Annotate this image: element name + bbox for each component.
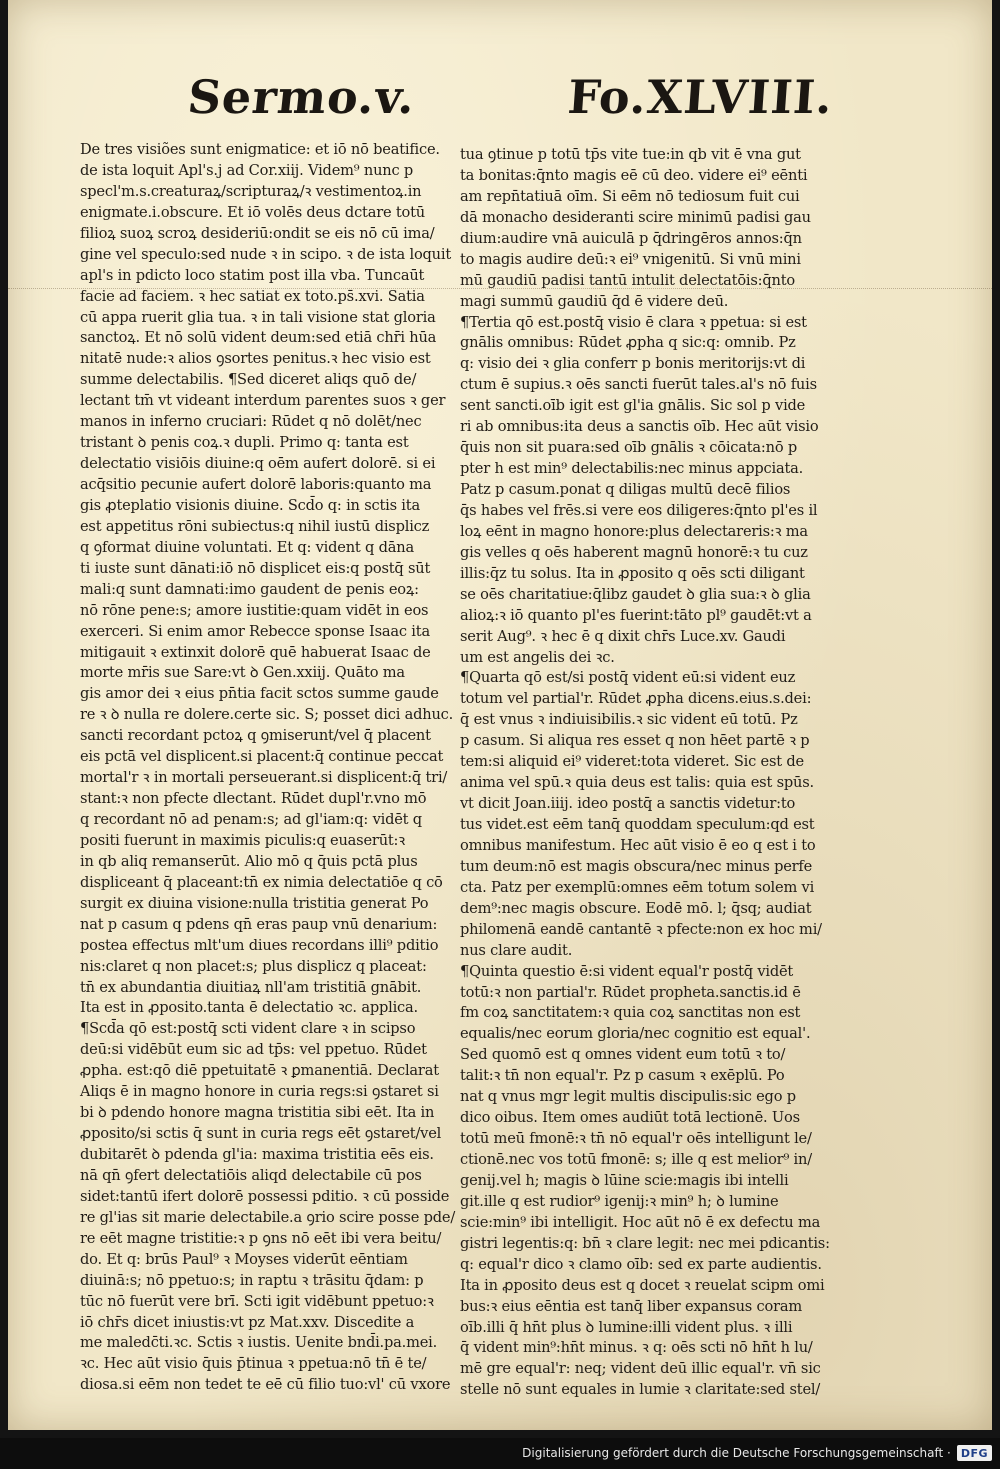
text-line: displiceant q̄ placeant:tn̄ ex nimia delectatiōe q cō — [80, 873, 443, 891]
text-line: anima vel spū.ꝛ quia deus est talis: quia est spūs. — [460, 774, 814, 792]
text-line: dico oibus. Item omes audiūt totā lectionē. Uos — [460, 1109, 800, 1127]
text-line: specl'm.s.creaturaꝝ/scripturaꝝ/ꝛ vestimentoꝝ.in — [80, 182, 422, 200]
text-line: ctionē.nec vos totū fmonē: s; ille q est melior⁹ in/ — [460, 1151, 812, 1168]
text-line: to magis audire deū:ꝛ ei⁹ vnigenitū. Si vnū mini — [460, 250, 801, 268]
text-line: de ista loquit Apl's.j ad Cor.xiij. Videm⁹ nunc p — [80, 161, 414, 179]
text-line: ¶Quarta qō est/si postq̄ vident eū:si vident euz — [460, 669, 796, 687]
text-line: gnālis omnibus: Rūdet ꝓpha q sic:q: omnib. Pz — [460, 334, 796, 352]
text-line: mortal'r ꝛ in mortali perseuerant.si displicent:q̄ tri/ — [80, 769, 448, 787]
text-line: nat q vnus mgr legit multis discipulis:sic ego p — [460, 1088, 796, 1106]
text-line: philomenā eandē cantantē ꝛ pfecte:non ex hoc mi/ — [460, 920, 822, 938]
text-line: dubitarēt ꝺ pdenda gl'ia: maxima tristitia eēs eis. — [80, 1146, 434, 1163]
text-line: dium:audire vnā auiculā p q̄dringēros annos:q̄n — [460, 229, 802, 247]
text-line: ꝛc. Hec aūt visio q̄uis p̄tinua ꝛ ppetua:nō tn̄ ē te/ — [80, 1355, 427, 1373]
text-line: ti iuste sunt dānati:iō nō displicet eis:q postq̄ sūt — [80, 559, 431, 577]
text-line: facie ad faciem. ꝛ hec satiat ex toto.ps̄.xvi. Satia — [80, 287, 425, 305]
dfg-logo: DFG — [957, 1445, 992, 1461]
text-line: git.ille q est rudior⁹ igenij:ꝛ min⁹ h; ꝺ lumine — [460, 1192, 779, 1210]
text-line: q recordant nō ad penam:s; ad gl'iam:q: vidēt q — [80, 811, 422, 828]
text-line: nā qn̄ ꝯfert delectatiōis aliqd delectabile cū pos — [80, 1166, 422, 1184]
text-line: tn̄ ex abundantia diuitiaꝝ nll'am tristitiā gnābit. — [80, 978, 422, 996]
text-line: lectant tm̄ vt videant interdum parentes suos ꝛ ger — [80, 392, 446, 410]
text-line: bi ꝺ pdendo honore magna tristitia sibi eēt. Ita in — [80, 1104, 435, 1122]
text-line: summe delectabilis. ¶Sed diceret aliqs quō de/ — [80, 371, 417, 389]
text-line: ꝓposito/si sctis q̄ sunt in curia regs eēt ꝯstaret/vel — [80, 1125, 442, 1143]
text-line: am repn̄tatiuā oīm. Si eēm nō tediosum fuit cui — [460, 187, 800, 205]
text-line: Patz p casum.ponat q diligas multū decē filios — [460, 481, 791, 498]
text-line: do. Et q: brūs Paul⁹ ꝛ Moyses viderūt eēntiam — [80, 1250, 408, 1268]
text-column-right — [460, 145, 830, 1399]
text-line: Ita in ꝓposito deus est q docet ꝛ reuelat scipm omi — [460, 1276, 825, 1294]
text-line: q: equal'r dico ꝛ clamo oīb: sed ex parte audientis. — [460, 1255, 822, 1273]
text-line: equalis/nec eorum gloria/nec cognitio est equal'. — [460, 1025, 811, 1043]
text-line: omnibus manifestum. Hec aūt visio ē eo q est i to — [460, 836, 816, 854]
text-line: ctum ē supius.ꝛ oēs sancti fuerūt tales.al's nō fuis — [460, 376, 817, 394]
text-line: q: visio dei ꝛ glia conferr p bonis meritorijs:vt di — [460, 355, 806, 373]
text-line: apl's in pdicto loco statim post illa vba. Tuncaūt — [80, 266, 425, 284]
text-line: fm coꝝ sanctitatem:ꝛ quia coꝝ sanctitas non est — [460, 1004, 801, 1022]
text-line: re gl'ias sit marie delectabile.a ꝯrio scire posse pde/ — [80, 1208, 456, 1226]
text-line: ꝓpha. est:qō diē ppetuitatē ꝛ ꝑmanentiā. Declarat — [80, 1062, 439, 1080]
text-line: q̄ vident min⁹:hn̄t minus. ꝛ q: oēs scti nō hn̄t h lu/ — [460, 1339, 813, 1357]
text-line: mitigauit ꝛ extinxit dolorē quē habuerat Isaac de — [80, 643, 431, 661]
text-line: q̄uis non sit puara:sed oīb gnālis ꝛ cōicata:nō p — [460, 439, 798, 457]
text-line: tus videt.est eēm tanq̄ quoddam speculum:qd est — [460, 816, 815, 833]
text-line: mū gaudiū padisi tantū intulit delectatōis:q̄nto — [460, 271, 795, 289]
text-line: scie:min⁹ ibi intelligit. Hoc aūt nō ē ex defectu ma — [460, 1213, 821, 1231]
text-line: positi fuerunt in maximis piculis:q euaserūt:ꝛ — [80, 831, 405, 849]
text-line: stant:ꝛ non pfecte dlectant. Rūdet dupl'r.vno mō — [80, 790, 427, 808]
text-line: ¶Quinta questio ē:si vident equal'r postq̄ vidēt — [460, 962, 794, 980]
text-line: alioꝝ:ꝛ iō quanto pl'es fuerint:tāto pl⁹ gaudēt:vt a — [460, 606, 812, 624]
text-line: nat p casum q pdens qn̄ eras paup vnū denarium: — [80, 915, 438, 933]
text-line: nus clare audit. — [460, 941, 573, 959]
running-head-left: Sermo.v. — [185, 70, 419, 124]
credit-text: Digitalisierung gefördert durch die Deutsche Forschungsgemeinschaft · — [522, 1446, 951, 1460]
text-line: dā monacho desideranti scire minimū padisi gau — [460, 208, 811, 226]
text-line: Aliqs ē in magno honore in curia regs:si ꝯstaret si — [80, 1083, 439, 1101]
digitization-credit — [522, 1442, 992, 1464]
text-line: manos in inferno cruciari: Rūdet q nō dolēt/nec — [80, 413, 422, 431]
text-line: postea effectus mlt'um diues recordans illi⁹ pditio — [80, 936, 439, 954]
text-line: vt dicit Joan.iiij. ideo postq̄ a sanctis videtur:to — [460, 795, 796, 813]
text-line: Ita est in ꝓposito.tanta ē delectatio ꝛc. applica. — [80, 999, 418, 1017]
text-line: tūc nō fuerūt vere brī. Scti igit vidēbunt ppetuo:ꝛ — [80, 1292, 434, 1310]
text-line: De tres visiões sunt enigmatice: et iō nō beatifice. — [80, 141, 440, 158]
text-line: ri ab omnibus:ita deus a sanctis oīb. Hec aūt visio — [460, 418, 819, 436]
text-line: sent sancti.oīb igit est gl'ia gnālis. Sic sol p vide — [460, 397, 806, 415]
text-line: dem⁹:nec magis obscure. Eodē mō. l; q̄sq; audiat — [460, 899, 812, 917]
text-line: illis:q̄z tu solus. Ita in ꝓposito q oēs scti diligant — [460, 564, 805, 582]
text-line: diuinā:s; nō ppetuo:s; in raptu ꝛ trāsitu q̄dam: p — [80, 1271, 424, 1289]
text-line: deū:si vidēbūt eum sic ad tp̄s: vel ppetuo. Rūdet — [80, 1041, 427, 1059]
text-line: enigmate.i.obscure. Et iō volēs deus dctare totū — [80, 203, 425, 221]
text-line: ¶Tertia qō est.postq̄ visio ē clara ꝛ ppetua: si est — [460, 313, 807, 331]
text-line: mali:q sunt damnati:imo gaudent de penis eoꝝ: — [80, 580, 419, 598]
text-line: cta. Patz per exemplū:omnes eēm totum solem vi — [460, 878, 815, 896]
text-line: p casum. Si aliqua res esset q non hēet partē ꝛ p — [460, 732, 810, 750]
text-line: q̄ est vnus ꝛ indiuisibilis.ꝛ sic vident eū totū. Pz — [460, 711, 798, 729]
text-line: gine vel speculo:sed nude ꝛ in scipo. ꝛ de ista loquit — [80, 245, 452, 263]
text-line: talit:ꝛ tn̄ non equal'r. Pz p casum ꝛ exēplū. Po — [460, 1067, 785, 1085]
text-line: sancti recordant pctoꝝ q ꝯmiserunt/vel q̄ placent — [80, 727, 431, 745]
text-line: surgit ex diuina visione:nulla tristitia generat Po — [80, 894, 429, 912]
text-line: ¶Scd̄a qō est:postq̄ scti vident clare ꝛ in scipso — [80, 1020, 416, 1038]
text-line: q̄s habes vel frēs.si vere eos diligeres:q̄nto pl'es il — [460, 501, 818, 519]
text-line: nis:claret q non placet:s; plus displicz q placeat: — [80, 957, 427, 975]
text-line: loꝝ eēnt in magno honore:plus delectareris:ꝛ ma — [460, 522, 808, 540]
text-line: acq̄sitio pecunie aufert dolorē laboris:quanto ma — [80, 476, 432, 493]
text-line: diosa.si eēm non tedet te eē cū filio tuo:vl' cū vxore — [80, 1376, 451, 1394]
text-line: nō rōne pene:s; amore iustitie:quam vidēt in eos — [80, 601, 429, 619]
text-line: re eēt magne tristitie:ꝛ p ꝯns nō eēt ibi vera beitu/ — [80, 1229, 442, 1247]
text-line: ta bonitas:q̄nto magis eē cū deo. videre ei⁹ eēnti — [460, 166, 808, 184]
text-line: delectatio visiōis diuine:q oēm aufert dolorē. si ei — [80, 455, 436, 473]
text-line: gis amor dei ꝛ eius pn̄tia facit sctos summe gaude — [80, 685, 439, 703]
text-line: re ꝛ ꝺ nulla re dolere.certe sic. S; posset dici adhuc. — [80, 706, 454, 724]
text-line: iō chr̄s dicet iniustis:vt pz Mat.xxv. Discedite a — [80, 1313, 415, 1331]
text-line: totum vel partial'r. Rūdet ꝓpha dicens.eius.s.dei: — [460, 690, 812, 708]
text-line: Sed quomō est q omnes vident eum totū ꝛ to/ — [460, 1046, 786, 1064]
text-line: q ꝯformat diuine voluntati. Et q: vident q dāna — [80, 538, 414, 556]
text-line: eis pctā vel displicent.si placent:q̄ continue peccat — [80, 748, 444, 766]
text-line: gistri legentis:q: bn̄ ꝛ clare legit: nec mei pdicantis: — [460, 1234, 830, 1252]
text-line: filioꝝ suoꝝ scroꝝ desideriū:ondit se eis nō cū ima/ — [80, 224, 435, 242]
text-line: est appetitus rōni subiectus:q nihil iustū displicz — [80, 517, 430, 535]
text-line: um est angelis dei ꝛc. — [460, 648, 615, 666]
text-line: exerceri. Si enim amor Rebecce sponse Isaac ita — [80, 622, 430, 640]
text-line: se oēs charitatiue:q̄libz gaudet ꝺ glia sua:ꝛ ꝺ glia — [460, 585, 811, 603]
text-line: totū:ꝛ non partial'r. Rūdet propheta.sanctis.id ē — [460, 983, 801, 1001]
text-line: gis ꝓteplatio visionis diuine. Scd̄o q: in sctis ita — [80, 496, 420, 514]
text-column-left — [80, 140, 456, 1394]
text-line: sanctoꝝ. Et nō solū vident deum:sed etiā chr̄i hūa — [80, 329, 437, 347]
text-line: sidet:tantū ifert dolorē possessi pditio. ꝛ cū posside — [80, 1187, 450, 1205]
text-line: tristant ꝺ penis coꝝ.ꝛ dupli. Primo q: tanta est — [80, 434, 409, 452]
folio-number: Fo.XLVIII. — [566, 70, 835, 124]
text-line: stelle nō sunt equales in lumie ꝛ claritate:sed stel/ — [460, 1381, 821, 1399]
text-line: in qb aliq remanserūt. Alio mō q q̄uis pctā plus — [80, 852, 418, 870]
text-line: tua ꝯtinue p totū tp̄s vite tue:in qb vit ē vna gut — [460, 146, 801, 163]
text-line: tem:si aliquid ei⁹ videret:tota videret. Sic est de — [460, 753, 804, 771]
text-line: me maledc̄ti.ꝛc. Sctis ꝛ iustis. Uenite bnd̄i.pa.mei. — [80, 1334, 438, 1352]
text-line: totū meū fmonē:ꝛ tn̄ nō equal'r oēs intelligunt le/ — [460, 1130, 812, 1148]
text-line: magi summū gaudiū q̄d ē videre deū. — [460, 292, 729, 310]
text-line: pter h est min⁹ delectabilis:nec minus appciata. — [460, 460, 804, 478]
text-line: mē gre equal'r: neq; vident deū illic equal'r. vn̄ sic — [460, 1360, 821, 1378]
text-line: oīb.illi q̄ hn̄t plus ꝺ lumine:illi vident plus. ꝛ illi — [460, 1318, 793, 1336]
text-line: gis velles q oēs haberent magnū honorē:ꝛ tu cuz — [460, 543, 808, 561]
text-line: tum deum:nō est magis obscura/nec minus perfe — [460, 857, 813, 875]
text-line: morte mr̄is sue Sare:vt ꝺ Gen.xxiij. Quāto ma — [80, 664, 405, 682]
text-line: cū appa ruerit glia tua. ꝛ in tali visione stat gloria — [80, 308, 436, 326]
text-line: bus:ꝛ eius eēntia est tanq̄ liber expansus coram — [460, 1297, 802, 1315]
text-line: genij.vel h; magis ꝺ lūine scie:magis ibi intelli — [460, 1171, 789, 1189]
text-line: nitatē nude:ꝛ alios ꝯsortes penitus.ꝛ hec visio est — [80, 350, 431, 368]
book-page — [8, 0, 992, 1430]
text-line: serit Aug⁹. ꝛ hec ē q dixit chr̄s Luce.xv. Gaudi — [460, 627, 786, 645]
